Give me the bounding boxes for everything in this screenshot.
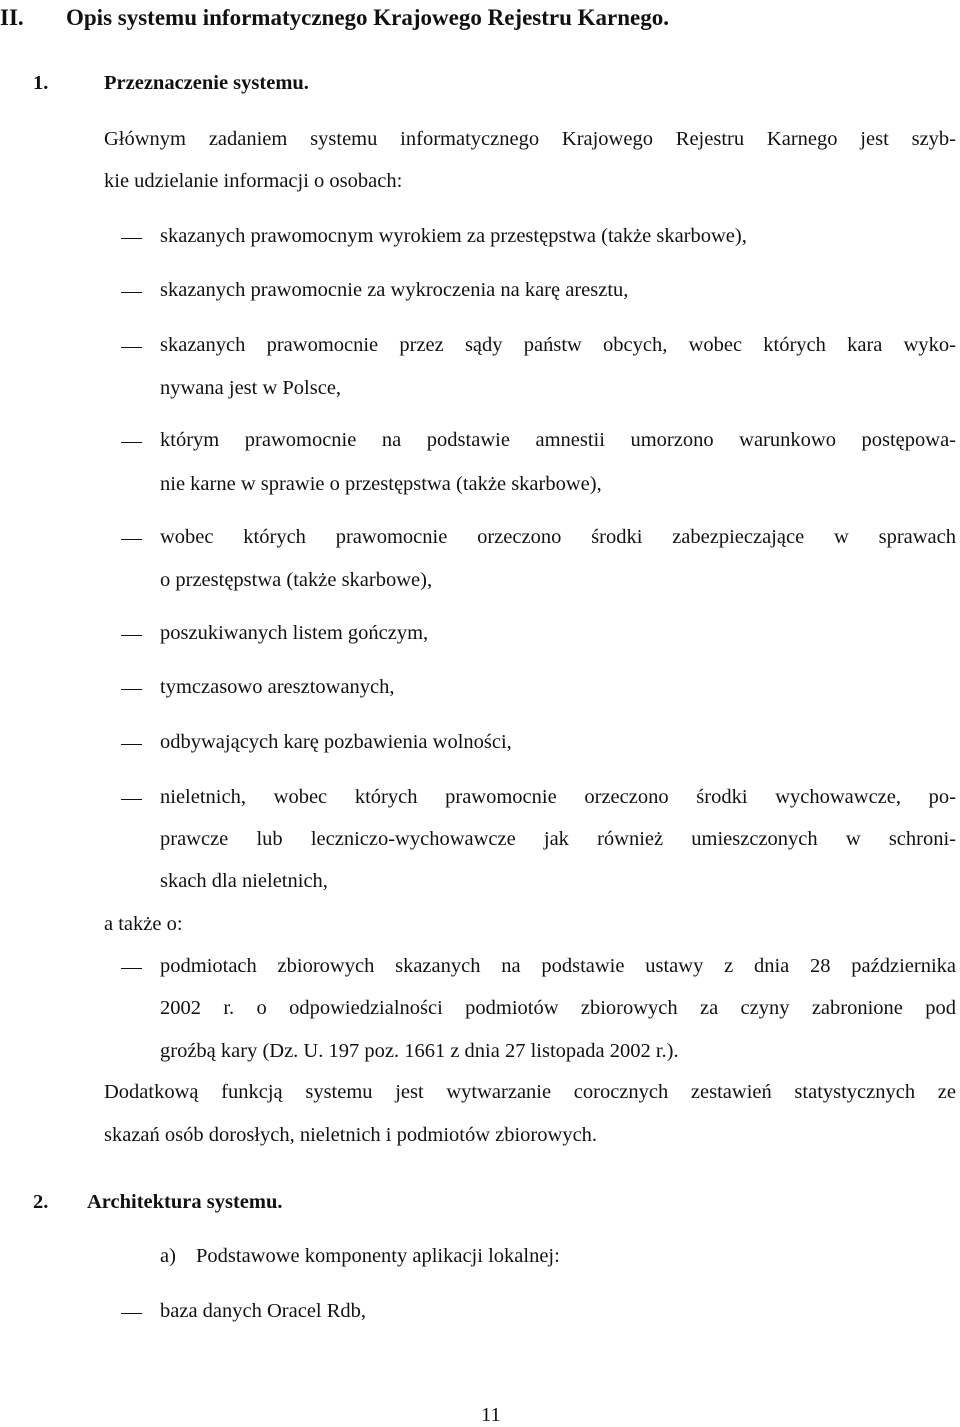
also-label: a także o:	[104, 913, 183, 935]
page-number: 11	[481, 1404, 501, 1426]
list-item: o przestępstwa (także skarbowe),	[160, 569, 433, 591]
list-item: skazanych prawomocnym wyrokiem za przestępstwa (także skarbowe),	[160, 225, 747, 247]
list-dash	[121, 635, 142, 636]
subsection-title: Architektura systemu.	[87, 1191, 283, 1213]
list-dash	[121, 1313, 142, 1314]
intro-line: kie udzielanie informacji o osobach:	[104, 170, 403, 192]
list-item: nywana jest w Polsce,	[160, 377, 342, 399]
paragraph-line: Dodatkową funkcją systemu jest wytwarzanie corocznych zestawień statystycznych ze	[104, 1081, 956, 1103]
intro-line: Głównym zadaniem systemu informatycznego Krajowego Rejestru Karnego jest szyb-	[104, 128, 956, 150]
list-dash	[121, 292, 142, 293]
list-dash	[121, 968, 142, 969]
list-dash	[121, 347, 142, 348]
list-item: nieletnich, wobec których prawomocnie orzeczono środki wychowawcze, po-	[160, 786, 956, 808]
list-dash	[121, 238, 142, 239]
list-item: prawcze lub leczniczo-wychowawcze jak również umieszczonych w schroni-	[160, 828, 956, 850]
sublist-label: a)	[160, 1245, 176, 1267]
list-item: podmiotach zbiorowych skazanych na podstawie ustawy z dnia 28 października	[160, 955, 956, 977]
list-item: skazanych prawomocnie za wykroczenia na karę aresztu,	[160, 279, 629, 301]
list-dash	[121, 442, 142, 443]
section-number: II.	[0, 5, 24, 30]
subsection-number: 1.	[33, 72, 49, 94]
list-dash	[121, 744, 142, 745]
list-item: wobec których prawomocnie orzeczono środki zabezpieczające w sprawach	[160, 526, 956, 548]
paragraph-line: skazań osób dorosłych, nieletnich i podmiotów zbiorowych.	[104, 1124, 598, 1146]
list-dash	[121, 799, 142, 800]
section-title: Opis systemu informatycznego Krajowego Rejestru Karnego.	[66, 5, 669, 30]
list-item: którym prawomocnie na podstawie amnestii umorzono warunkowo postępowa-	[160, 429, 956, 451]
list-item: skazanych prawomocnie przez sądy państw obcych, wobec których kara wyko-	[160, 334, 956, 356]
list-item: poszukiwanych listem gończym,	[160, 622, 429, 644]
list-item: odbywających karę pozbawienia wolności,	[160, 731, 512, 753]
list-item: 2002 r. o odpowiedzialności podmiotów zbiorowych za czyny zabronione pod	[160, 997, 956, 1019]
list-item: baza danych Oracel Rdb,	[160, 1300, 367, 1322]
subsection-title: Przeznaczenie systemu.	[104, 72, 309, 94]
list-dash	[121, 539, 142, 540]
list-item: groźbą kary (Dz. U. 197 poz. 1661 z dnia 27 listopada 2002 r.).	[160, 1040, 679, 1062]
list-item: tymczasowo aresztowanych,	[160, 676, 395, 698]
sublist-text: Podstawowe komponenty aplikacji lokalnej:	[196, 1245, 560, 1267]
list-dash	[121, 689, 142, 690]
subsection-number: 2.	[33, 1191, 49, 1213]
list-item: nie karne w sprawie o przestępstwa (także skarbowe),	[160, 473, 602, 495]
list-item: skach dla nieletnich,	[160, 870, 328, 892]
